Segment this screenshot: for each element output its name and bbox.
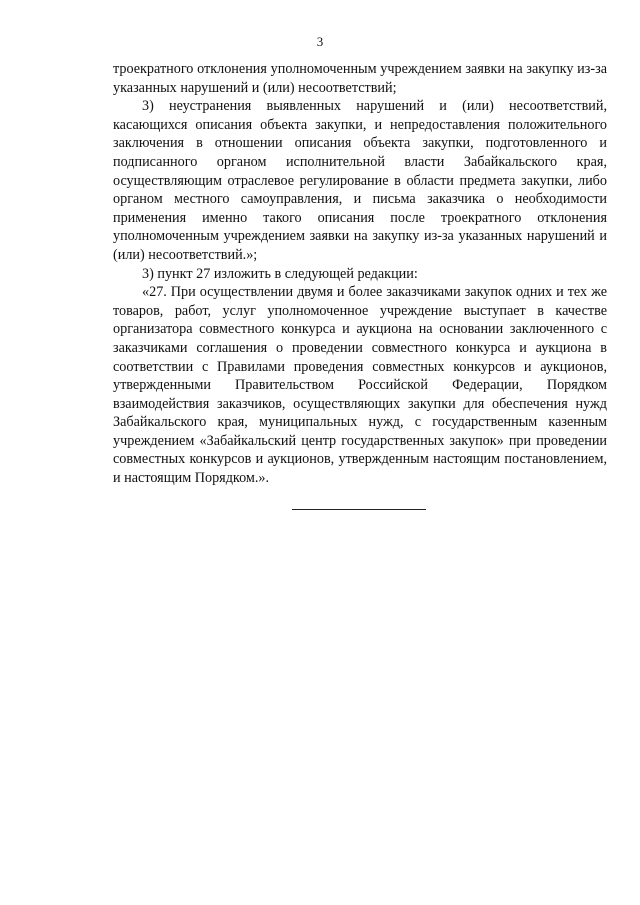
end-of-text-rule [292, 509, 426, 510]
document-body [113, 60, 607, 488]
paragraph-point-27-text: «27. При осуществлении двумя и более заказчиками закупок одних и тех же товаров, работ, услуг уполномоченное учреждение выступает в качестве организатора совместного конкурса и аукциона на основании заключенного с заказчиками соглашения о проведении совместного конкурса и аукциона в соответствии с Правилами проведения совместных конкурсов и аукционов, утвержденными Правительством Российской Федерации, Порядком взаимодействия заказчиков, осуществляющих закупки для обеспечения нужд Забайкальского края, муниципальных нужд, с государственным казенным учреждением «Забайкальский центр государственных закупок» при проведении совместных конкурсов и аукционов, утвержденным настоящим постановлением, и настоящим Порядком.». [113, 284, 607, 487]
paragraph-item-3-violations: 3) неустранения выявленных нарушений и (или) несоответствий, касающихся описания объекта закупки, и непредоставления положительного заключения в отношении описания объекта закупки, подготовленного и подписанного органом исполнительной власти Забайкальского края, осуществляющим отраслевое регулирование в области предмета закупки, либо органом местного самоуправления, и письма заказчика о необходимости применения именно такого описания после троекратного отклонения уполномоченным учреждением заявки на закупку из-за указанных нарушений и (или) несоответствий.»; [113, 98, 607, 263]
paragraph-continuation: троекратного отклонения уполномоченным учреждением заявки на закупку из-за указанных нарушений и (или) несоответствий; [113, 61, 607, 96]
page-number: 3 [316, 34, 324, 49]
paragraph-amend-point-27: 3) пункт 27 изложить в следующей редакции: [142, 265, 418, 282]
